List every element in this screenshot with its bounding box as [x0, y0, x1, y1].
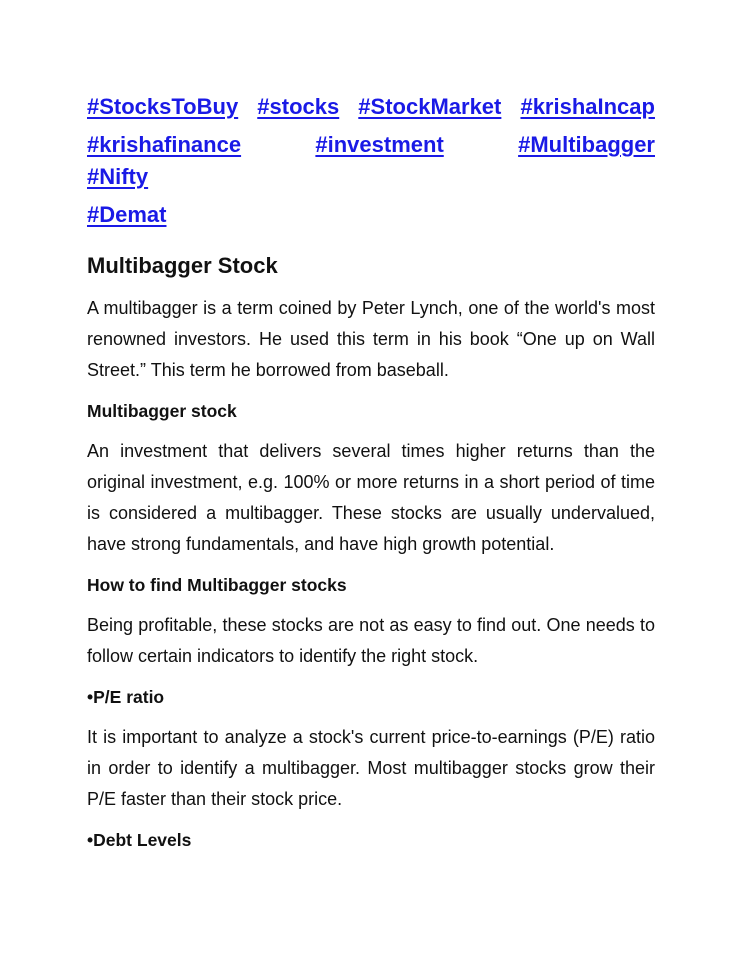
hashtag-row-2: [87, 128, 655, 160]
section-paragraph-how-to-find: Being profitable, these stocks are not as easy to find out. One needs to follow certain indicators to identify the right stock.: [87, 615, 655, 666]
bullet-heading-pe-ratio: •P/E ratio: [87, 687, 165, 707]
section-heading-multibagger-stock: Multibagger stock: [87, 401, 237, 421]
bullet-heading-debt-levels: •Debt Levels: [87, 830, 192, 850]
bullet-paragraph-pe-ratio: It is important to analyze a stock's current price-to-earnings (P/E) ratio in order to identify a multibagger. Most multibagger stocks grow their P/E faster than their stock price.: [87, 727, 655, 809]
hashtag-link[interactable]: #krishaIncap: [520, 94, 655, 119]
hashtag-row-1: [87, 90, 655, 128]
hashtag-row-3: [87, 160, 655, 198]
hashtag-link[interactable]: #Nifty: [87, 164, 149, 189]
hashtag-link[interactable]: #StocksToBuy: [87, 94, 239, 119]
hashtag-block: [87, 90, 655, 231]
hashtag-link[interactable]: #stocks: [257, 94, 340, 119]
hashtag-link[interactable]: #Multibagger: [518, 132, 655, 157]
section-heading-how-to-find: How to find Multibagger stocks: [87, 575, 347, 595]
intro-paragraph: A multibagger is a term coined by Peter Lynch, one of the world's most renowned investors. He used this term in his book “One up on Wall Street.” This term he borrowed from baseball.: [87, 298, 655, 380]
document-page: [87, 90, 655, 865]
article-title: Multibagger Stock: [87, 253, 278, 278]
hashtag-link[interactable]: #Demat: [87, 202, 167, 227]
hashtag-link[interactable]: #krishafinance: [87, 132, 242, 157]
section-paragraph-multibagger-stock: An investment that delivers several times higher returns than the original investment, e.g. 100% or more returns in a short period of time is considered a multibagger. These stocks are usually undervalued, have strong fundamentals, and have high growth potential.: [87, 441, 655, 554]
hashtag-link[interactable]: #investment: [315, 132, 444, 157]
hashtag-row-4: [87, 198, 655, 231]
hashtag-link[interactable]: #StockMarket: [358, 94, 502, 119]
